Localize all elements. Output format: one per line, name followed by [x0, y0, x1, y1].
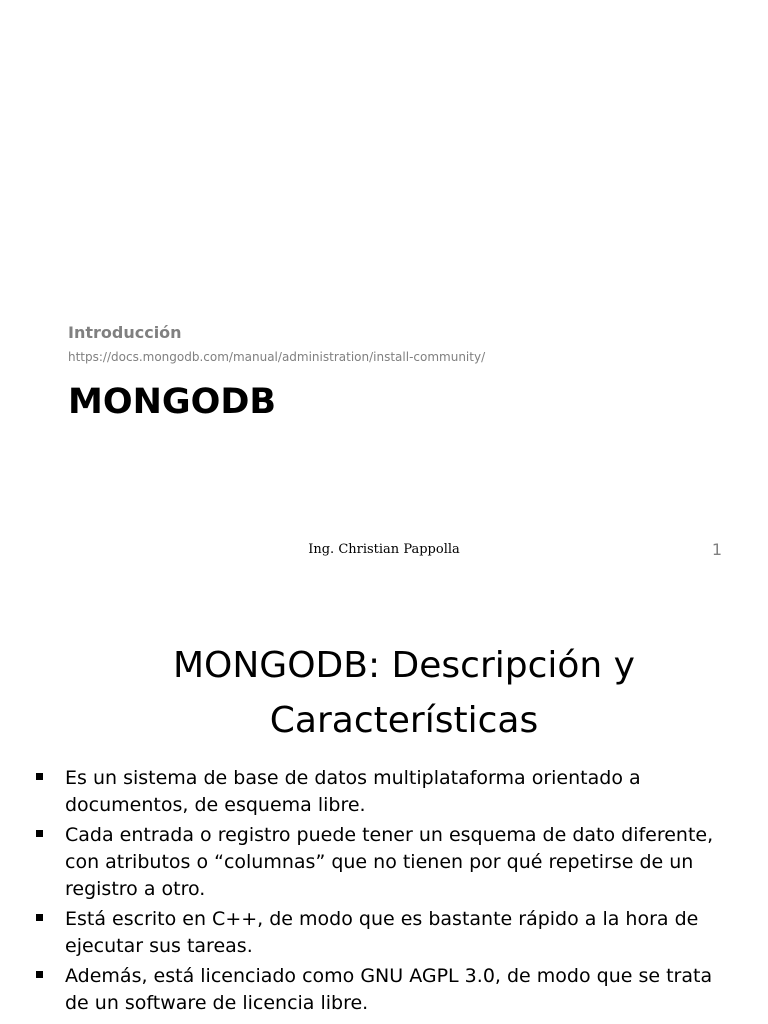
- slide-title: MONGODB: [68, 382, 277, 422]
- list-item: [36, 906, 736, 960]
- list-item-text: Está escrito en C++, de modo que es bastante rápido a la hora de ejecutar sus tareas.: [65, 908, 699, 957]
- list-item: [36, 822, 736, 903]
- square-bullet-icon: [36, 830, 43, 837]
- bullet-list: [36, 765, 736, 1020]
- square-bullet-icon: [36, 914, 43, 921]
- list-item-text: Además, está licenciado como GNU AGPL 3.0, de modo que se trata de un software de licencia libre.: [65, 965, 713, 1014]
- list-item-text: Cada entrada o registro puede tener un esquema de dato diferente, con atributos o “columnas” que no tienen por qué repetirse de un registro a otro.: [65, 824, 714, 900]
- list-item-text: Es un sistema de base de datos multiplataforma orientado a documentos, de esquema libre.: [65, 767, 641, 816]
- page-number: 1: [711, 540, 722, 559]
- square-bullet-icon: [36, 773, 43, 780]
- list-item: [36, 765, 736, 819]
- square-bullet-icon: [36, 971, 43, 978]
- slide-2-title-line-2: Características: [269, 700, 539, 741]
- section-label: Introducción: [68, 323, 182, 342]
- slide-2-title: [84, 638, 724, 748]
- list-item: [36, 963, 736, 1017]
- reference-url: https://docs.mongodb.com/manual/administration/install-community/: [68, 350, 486, 364]
- slide-2-title-line-1: MONGODB: Descripción y: [172, 645, 635, 686]
- author-footer: Ing. Christian Pappolla: [308, 542, 460, 557]
- slide-2: [0, 580, 768, 1024]
